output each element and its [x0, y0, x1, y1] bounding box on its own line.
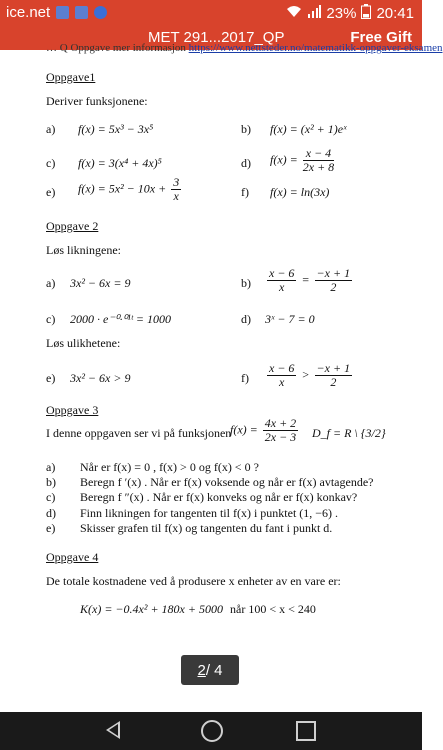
list-item: Finn likningen for tangenten til f(x) i punktet (1, −6) .	[80, 506, 339, 520]
denominator: x	[279, 375, 285, 389]
math-o1-a: f(x) = 5x³ − 3x⁵	[78, 122, 154, 136]
math-o2-c: 2000 · e⁻⁰·⁰¹ᵗ = 1000	[70, 312, 171, 326]
denominator: x	[279, 280, 285, 294]
item-label: b)	[241, 122, 251, 136]
fraction	[267, 267, 296, 294]
numerator: 3	[173, 175, 180, 189]
denominator: 2x + 8	[302, 160, 335, 174]
oppgave4-intro: De totale kostnadene ved å produsere x enheter av en vare er:	[46, 574, 341, 588]
signal-icon	[307, 5, 321, 22]
item-label: b)	[241, 276, 251, 290]
item-label: f)	[241, 371, 249, 385]
gallery-icon	[56, 6, 69, 19]
list-item: Når er f(x) = 0 , f(x) > 0 og f(x) < 0 ?	[80, 460, 259, 474]
battery-icon	[361, 4, 371, 23]
math-lhs: f(x) = 5x² − 10x +	[78, 181, 167, 196]
wifi-icon	[286, 5, 302, 22]
fraction	[267, 362, 296, 389]
fraction	[315, 362, 353, 389]
clock: 20:41	[376, 5, 414, 22]
document-page[interactable]	[0, 42, 443, 712]
free-gift-button[interactable]: Free Gift	[350, 29, 412, 46]
item-label: d)	[46, 506, 56, 520]
math-o3-function	[230, 417, 300, 444]
fraction	[171, 176, 181, 203]
page-indicator[interactable]	[181, 655, 239, 685]
math-lhs: f(x) =	[270, 152, 298, 167]
oppgave2-instruction: Løs likningene:	[46, 243, 121, 257]
greater-sign: >	[301, 367, 310, 382]
math-o2-e: 3x² − 6x > 9	[70, 371, 131, 385]
denominator: 2	[330, 280, 337, 294]
home-icon[interactable]	[201, 720, 223, 742]
item-label: e)	[46, 371, 56, 385]
item-label: d)	[241, 312, 251, 326]
denominator: 2	[330, 375, 337, 389]
document-title: MET 291...2017_QP	[148, 29, 285, 46]
fraction	[303, 147, 334, 174]
math-o2-f	[265, 362, 354, 389]
total-pages: 4	[214, 661, 223, 679]
item-label: a)	[46, 276, 56, 290]
item-label: b)	[46, 475, 56, 489]
battery-percent: 23%	[326, 5, 357, 22]
oppgave4-heading: Oppgave 4	[46, 550, 99, 564]
numerator: −x + 1	[316, 361, 351, 375]
recent-apps-icon[interactable]	[296, 721, 316, 741]
cut-link[interactable]: https://www.nettsteder.no/matematikk-oppgaver-eksamen	[188, 42, 443, 54]
math-o2-a: 3x² − 6x = 9	[70, 276, 131, 290]
item-label: f)	[241, 185, 249, 199]
math-o2-b	[265, 267, 354, 294]
fraction	[315, 267, 353, 294]
oppgave1-heading: Oppgave1	[46, 70, 96, 84]
math-o1-f: f(x) = ln(3x)	[270, 185, 330, 199]
oppgave3-heading: Oppgave 3	[46, 403, 99, 417]
numerator: −x + 1	[316, 266, 351, 280]
messenger-icon	[94, 6, 107, 19]
numerator: x − 6	[269, 361, 295, 375]
list-item: Beregn f ″(x) . Når er f(x) konveks og når er f(x) konkav?	[80, 490, 358, 504]
carrier-label: ice.net	[6, 4, 51, 21]
system-nav-bar	[0, 712, 422, 750]
equals-sign: =	[301, 272, 310, 287]
denominator: 2x − 3	[264, 430, 297, 444]
math-o1-b: f(x) = (x² + 1)eˣ	[270, 122, 347, 136]
fraction	[263, 417, 298, 444]
item-label: c)	[46, 312, 56, 326]
math-o1-d	[270, 147, 336, 174]
denominator: x	[173, 189, 179, 203]
math-o1-e	[78, 176, 183, 203]
item-label: c)	[46, 490, 56, 504]
math-o1-c: f(x) = 3(x⁴ + 4x)⁵	[78, 156, 162, 170]
item-label: e)	[46, 521, 56, 535]
current-page: 2	[197, 661, 206, 679]
item-label: c)	[46, 156, 56, 170]
back-icon[interactable]	[106, 721, 120, 739]
numerator: x − 4	[303, 147, 334, 161]
math-o4-condition: når 100 < x < 240	[230, 602, 316, 616]
math-o3-domain: D_f = R \ {3/2}	[312, 426, 386, 440]
oppgave2-heading: Oppgave 2	[46, 219, 99, 233]
list-item: Skisser grafen til f(x) og tangenten du fant i punkt d.	[80, 521, 333, 535]
math-lhs: f(x) =	[230, 422, 258, 437]
math-o4-formula: K(x) = −0.4x² + 180x + 5000	[80, 602, 223, 616]
oppgave1-instruction: Deriver funksjonene:	[46, 94, 148, 108]
notification-icon	[75, 6, 88, 19]
numerator: x − 6	[269, 266, 295, 280]
oppgave3-intro: I denne oppgaven ser vi på funksjonen	[46, 426, 232, 440]
status-bar	[0, 0, 422, 26]
cut-off-line	[46, 42, 443, 54]
item-label: e)	[46, 185, 56, 199]
math-o2-d: 3ˣ − 7 = 0	[265, 312, 315, 326]
cut-text: … Q Oppgave mer informasjon	[46, 42, 186, 54]
page-separator: /	[205, 661, 210, 679]
list-item: Beregn f ′(x) . Når er f(x) voksende og når er f(x) avtagende?	[80, 475, 374, 489]
item-label: d)	[241, 156, 251, 170]
item-label: a)	[46, 460, 56, 474]
numerator: 4x + 2	[264, 416, 297, 430]
item-label: a)	[46, 122, 56, 136]
oppgave2-instruction-2: Løs ulikhetene:	[46, 336, 121, 350]
